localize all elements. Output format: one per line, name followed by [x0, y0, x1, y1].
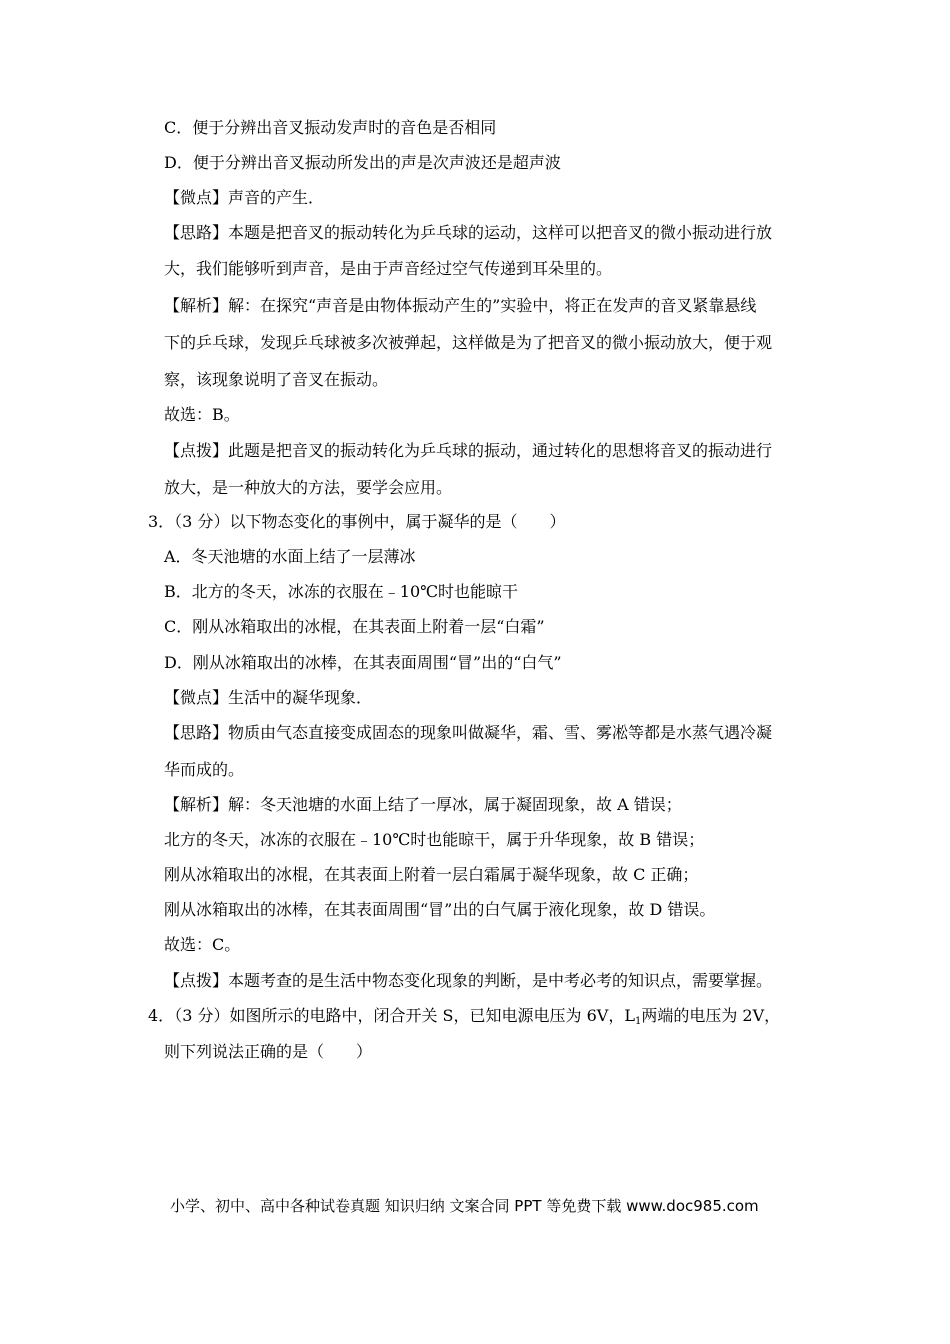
jiexi-line-q3-1: 【解析】解：冬天池塘的水面上结了一厚冰，属于凝固现象，故 A 错误； [164, 795, 682, 814]
question-4-text-b: 两端的电压为 2V， [641, 1006, 781, 1025]
option-d-line-q3: D．刚从冰箱取出的冰棒，在其表面周围“冒”出的“白气” [164, 653, 562, 672]
silu-line-1: 【思路】本题是把音叉的振动转化为乒乓球的运动，这样可以把音叉的微小振动进行放 [164, 223, 773, 242]
question-3-stem: 3．（3 分）以下物态变化的事例中，属于凝华的是（ ） [148, 512, 566, 531]
dianbo-line-1: 【点拨】此题是把音叉的振动转化为乒乓球的振动，通过转化的思想将音叉的振动进行 [164, 441, 773, 460]
jiexi-line-3: 察，该现象说明了音叉在振动。 [164, 370, 389, 389]
answer-line-q3: 故选：C。 [164, 935, 241, 954]
answer-line: 故选：B。 [164, 405, 240, 424]
question-4-stem-line-2: 则下列说法正确的是（ ） [164, 1042, 373, 1061]
silu-line-q3-1: 【思路】物质由气态直接变成固态的现象叫做凝华，霜、雪、雾凇等都是水蒸气遇冷凝 [164, 723, 773, 742]
option-c-line: C．便于分辨出音叉振动发声时的音色是否相同 [164, 118, 497, 137]
weidian-line-q3: 【微点】生活中的凝华现象． [164, 688, 373, 707]
question-4-text-a: （3 分）如图所示的电路中，闭合开关 S，已知电源电压为 6V，L [174, 1006, 635, 1025]
silu-line-q3-2: 华而成的。 [164, 760, 245, 779]
dianbo-line-q3: 【点拨】本题考查的是生活中物态变化现象的判断，是中考必考的知识点，需要掌握。 [164, 971, 773, 990]
jiexi-line-1: 【解析】解：在探究“声音是由物体振动产生的”实验中，将正在发声的音叉紧靠悬线 [164, 296, 757, 315]
question-4-stem-line-1 [148, 1006, 780, 1032]
jiexi-line-q3-4: 刚从冰箱取出的冰棒，在其表面周围“冒”出的白气属于液化现象，故 D 错误。 [164, 900, 716, 919]
option-c-line-q3: C．刚从冰箱取出的冰棍，在其表面上附着一层“白霜” [164, 617, 545, 636]
question-4-number: 4． [148, 1006, 175, 1025]
silu-line-2: 大，我们能够听到声音，是由于声音经过空气传递到耳朵里的。 [164, 259, 613, 278]
weidian-line: 【微点】声音的产生． [164, 188, 325, 207]
option-a-line: A．冬天池塘的水面上结了一层薄冰 [164, 547, 416, 566]
dianbo-line-2: 放大，是一种放大的方法，要学会应用。 [164, 478, 453, 497]
footer-text: 小学、初中、高中各种试卷真题 知识归纳 文案合同 PPT 等免费下载 www.doc985.com [170, 1197, 759, 1215]
jiexi-line-2: 下的乒乓球，发现乒乓球被多次被弹起，这样做是为了把音叉的微小振动放大，便于观 [164, 333, 773, 352]
question-4-subscript: 1 [634, 1016, 642, 1027]
option-b-line: B．北方的冬天，冰冻的衣服在﹣10℃时也能晾干 [164, 582, 519, 601]
jiexi-line-q3-3: 刚从冰箱取出的冰棍，在其表面上附着一层白霜属于凝华现象，故 C 正确； [164, 865, 699, 884]
option-d-line: D．便于分辨出音叉振动所发出的声是次声波还是超声波 [164, 153, 561, 172]
jiexi-line-q3-2: 北方的冬天，冰冻的衣服在﹣10℃时也能晾干，属于升华现象，故 B 错误； [164, 830, 705, 849]
